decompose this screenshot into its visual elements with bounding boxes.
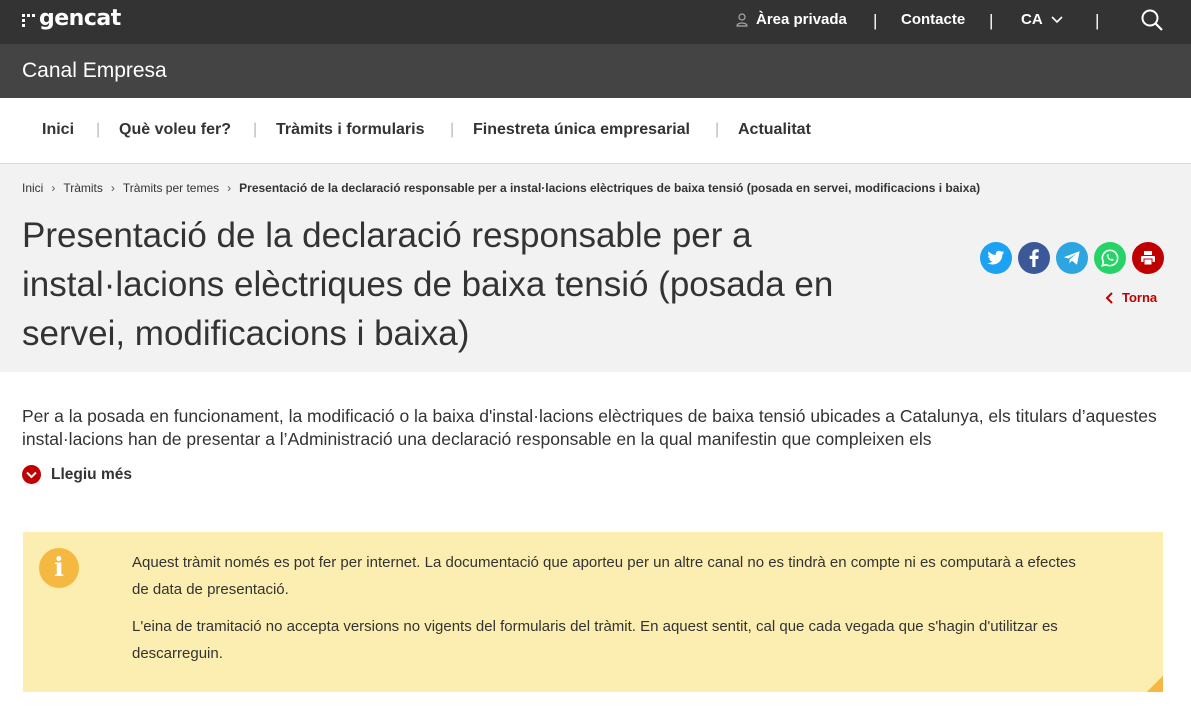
top-bar <box>0 0 1191 44</box>
back-label: Torna <box>1122 290 1158 305</box>
search-icon <box>1140 8 1164 32</box>
notice-paragraph: Aquest tràmit només es pot fer per internet. La documentació que aporteu per un altre canal no es tindrà en compte ni es computarà a efectes de data de presentació. <box>132 554 1076 598</box>
main-nav <box>0 98 1191 164</box>
nav-divider: | <box>715 121 720 138</box>
facebook-icon <box>1029 249 1039 267</box>
notice-box <box>23 532 1163 692</box>
area-privada-label: Àrea privada <box>756 11 847 28</box>
user-icon <box>736 13 748 27</box>
notice-paragraph: L'eina de tramitació no accepta versions no vigents del formularis del tràmit. En aquest sentit, cal que cada vegada que s'hagin d'utilitzar es descarreguin. <box>132 618 1058 662</box>
section-title[interactable]: Canal Empresa <box>22 59 167 82</box>
facebook-share-button[interactable] <box>1018 242 1050 274</box>
chevron-down-icon <box>1051 16 1063 24</box>
info-icon: i <box>39 548 79 588</box>
language-label: CA <box>1021 11 1043 28</box>
page-header <box>0 164 1191 372</box>
nav-divider: | <box>253 121 258 138</box>
breadcrumb <box>22 181 980 195</box>
logo-dots-icon <box>22 14 35 27</box>
breadcrumb-item-tramits-per-temes[interactable]: Tràmits per temes <box>122 181 220 195</box>
chevron-right-icon: › <box>51 181 56 195</box>
telegram-icon <box>1063 250 1081 266</box>
logo-text: gencat <box>39 6 121 31</box>
divider: | <box>873 11 878 30</box>
language-selector[interactable] <box>1021 11 1063 28</box>
read-more-button[interactable] <box>22 465 132 484</box>
read-more-label: Llegiu més <box>51 465 132 483</box>
print-button[interactable] <box>1132 242 1164 274</box>
intro-text: Per a la posada en funcionament, la modificació o la baixa d'instal·lacions elèctriques de baixa tensió ubicades a Catalunya, els titulars d’aquestes instal·lacions han de presentar a l’Administració una declaració responsable en la qual manifestin que compleixen els <box>22 406 1157 449</box>
contacte-link[interactable]: Contacte <box>901 11 966 28</box>
whatsapp-share-button[interactable] <box>1094 242 1126 274</box>
nav-item-actualitat[interactable]: Actualitat <box>738 121 811 138</box>
nav-item-inici[interactable]: Inici <box>42 121 75 138</box>
folded-corner <box>1147 676 1163 692</box>
search-button[interactable] <box>1140 8 1164 37</box>
breadcrumb-item-tramits[interactable]: Tràmits <box>63 181 103 195</box>
twitter-share-button[interactable] <box>980 242 1012 274</box>
share-buttons <box>980 242 1164 274</box>
nav-divider: | <box>96 121 101 138</box>
page-title: Presentació de la declaració responsable per a instal·lacions elèctriques de baixa tensió (posada en servei, modificacions i baixa) <box>22 216 834 353</box>
chevron-left-icon <box>1105 292 1113 304</box>
nav-item-que-voleu-fer[interactable]: Què voleu fer? <box>119 121 232 138</box>
divider: | <box>989 11 994 30</box>
chevron-down-circle-icon <box>22 465 41 484</box>
divider: | <box>1095 11 1100 30</box>
telegram-share-button[interactable] <box>1056 242 1088 274</box>
breadcrumb-current: Presentació de la declaració responsable per a instal·lacions elèctriques de baixa tensió (posada en servei, modificacions i baixa) <box>239 181 981 195</box>
whatsapp-icon <box>1101 249 1119 267</box>
breadcrumb-item-inici[interactable]: Inici <box>22 181 44 195</box>
print-icon <box>1140 250 1156 266</box>
twitter-icon <box>987 250 1005 266</box>
area-privada-link[interactable] <box>736 11 847 28</box>
back-link[interactable] <box>1105 290 1157 305</box>
section-bar <box>0 44 1191 98</box>
gencat-logo[interactable] <box>22 6 121 31</box>
nav-item-finestreta[interactable]: Finestreta única empresarial <box>473 121 690 138</box>
chevron-right-icon: › <box>227 181 232 195</box>
chevron-right-icon: › <box>110 181 115 195</box>
nav-divider: | <box>450 121 455 138</box>
nav-item-tramits[interactable]: Tràmits i formularis <box>276 121 425 138</box>
